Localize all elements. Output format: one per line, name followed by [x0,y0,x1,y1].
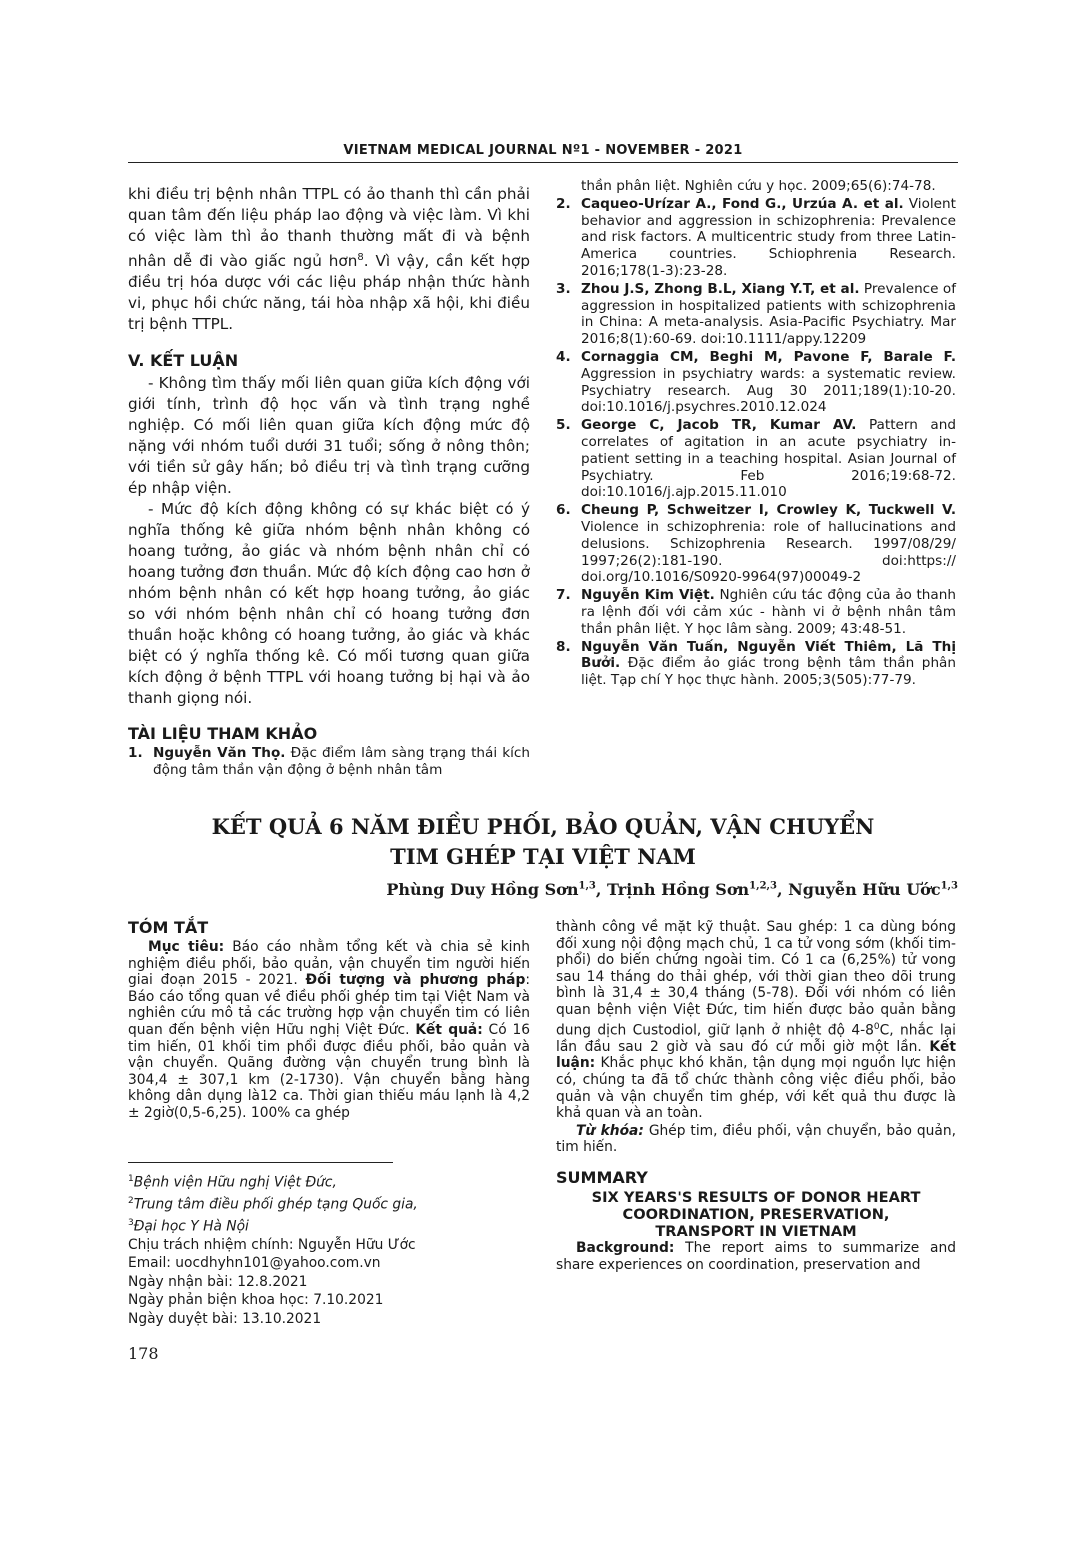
reference-item [556,502,956,586]
corresponding-author: Chịu trách nhiệm chính: Nguyễn Hữu Ước [128,1237,416,1253]
affiliation-2 [128,1192,530,1214]
keywords-text: Ghép tim, điều phối, vận chuyển, bảo quản, tim hiến. [556,1122,956,1156]
affiliation-sup: 2 [128,1196,134,1206]
abstract-text: C, nhắc lại lần đầu sau 2 giờ và sau đó cứ mỗi giờ một lần. [556,1022,956,1055]
conclusion-heading: V. KẾT LUẬN [128,351,239,371]
left-column-bottom [128,918,530,1122]
reference-text: Đặc điểm ảo giác trong bệnh tâm thần phân liệt. Tạp chí Y học thực hành. 2005;3(505):77-79. [581,655,956,689]
body-paragraph [128,184,530,335]
reference-text: Aggression in psychiatry wards: a systematic review. Psychiatry research. Aug 30 2011;189(1):10-20. doi:10.1016/j.psychres.2010.12.024 [581,365,956,416]
author-name: Nguyễn Hữu Ước [788,880,941,899]
author-affiliation-sup: 1,3 [578,880,596,892]
reference-continuation [556,178,956,195]
author-line [386,880,958,899]
reference-item [128,745,530,779]
author-name: Phùng Duy Hồng Sơn [386,880,579,899]
right-column-bottom [556,919,956,1273]
affiliation-text: Trung tâm điều phối ghép tạng Quốc gia, [133,1196,418,1213]
degree-sup: 0 [873,1021,880,1032]
background-label: Background: [576,1239,675,1256]
reference-authors: Caqueo-Urízar A., Fond G., Urzúa A. et al. [581,195,904,212]
left-column-top [128,184,530,780]
references-heading: TÀI LIỆU THAM KHẢO [128,724,318,744]
conclusion-label: Kết luận: [556,1038,956,1072]
reference-item [556,196,956,280]
received-date: Ngày nhận bài: 12.8.2021 [128,1273,308,1290]
background-text: The report aims to summarize and share experiences on coordination, preservation and [556,1239,956,1273]
reference-item [556,281,956,348]
summary-title-line: COORDINATION, PRESERVATION, [622,1205,890,1223]
footnotes [128,1170,530,1328]
author-separator: , [595,880,608,899]
reference-authors: Nguyễn Kim Việt. [581,587,715,604]
email: Email: uocdhyhn101@yahoo.com.vn [128,1255,381,1272]
reference-text: Prevalence of aggression in hospitalized patients with schizophrenia in China: A meta-analysis. Asia-Pacific Psychiatry. Mar 2016;8(1):60-69. doi:10.1111/appy.12209 [581,280,956,348]
reference-number: 1. [128,745,143,762]
author-affiliation-sup: 1,3 [940,880,958,892]
summary-title-line: SIX YEARS'S RESULTS OF DONOR HEART [591,1188,921,1206]
reference-text: thần phân liệt. Nghiên cứu y học. 2009;65(6):74-78. [581,178,936,194]
reference-text: Violence in schizophrenia: role of hallucinations and delusions. Schizophrenia Research. 1997/08/29/ 1997;26(2):181-190. doi:https:// doi.org/10.1016/S0920-9964(97)00049-2 [581,518,956,586]
reference-authors: Cheung P, Schweitzer I, Crowley K, Tuckwell V. [581,502,956,519]
reference-authors: Nguyễn Văn Thọ. [153,745,286,762]
right-column-top [556,178,956,690]
header-rule [128,162,958,163]
methods-label: Đối tượng và phương pháp [305,972,526,989]
reference-text: Nghiên cứu tác động của ảo thanh ra lệnh đối với cảm xúc - hành vi ở bệnh nhân tâm thần phân liệt. Y học lâm sàng. 2009; 43:48-51. [581,587,956,637]
reference-number: 3. [556,280,571,297]
objective-label: Mục tiêu: [148,939,225,955]
affiliation-3 [128,1214,530,1236]
abstract-text: thành công về mặt kỹ thuật. Sau ghép: 1 ca dùng bóng đối xung nội động mạch chủ, 1 ca tử vong sớm (khối tim-phổi) do biến chứng ngoài tim. Có 1 ca (6,25%) tử vong sau 14 tháng do thải ghép, với thời gian theo dõi trung bình là 31,4 ± 30,4 tháng (5-78). Đối với nhóm có liên quan bệnh viện Việt Đức, tim hiến được bảo quản bằng dung dịch Custodiol, giữ lạnh ở nhiệt độ 4-8 [556,919,956,1039]
conclusion-text: Khắc phục khó khăn, tận dụng mọi nguồn lực hiện có, chúng ta đã tổ chức thành công việc điều phối, bảo quản và vận chuyển tim ghép, với kết quả thu được là khả quan và an toàn. [556,1055,956,1122]
reference-number: 8. [556,638,571,655]
footnote-rule [128,1162,393,1163]
reference-text: Đặc điểm lâm sàng trạng thái kích động tâm thần vận động ở bệnh nhân tâm [153,745,530,778]
summary-title-line: TRANSPORT IN VIETNAM [655,1222,857,1240]
affiliation-text: Bệnh viện Hữu nghị Việt Đức, [133,1174,337,1191]
abstract-paragraph [128,939,530,1122]
article-title-line: KẾT QUẢ 6 NĂM ĐIỀU PHỐI, BẢO QUẢN, VẬN CHUYỂN [211,814,875,839]
author-name: Trịnh Hồng Sơn [607,880,750,899]
affiliation-1 [128,1170,530,1192]
reviewed-date: Ngày phản biện khoa học: 7.10.2021 [128,1292,384,1309]
reference-number: 7. [556,587,571,604]
reference-item [556,349,956,416]
reference-number: 4. [556,348,571,365]
reference-number: 6. [556,502,571,519]
paragraph-tail: . Vì vậy, cần kết hợp điều trị hóa dược với các liệu pháp nhận thức hành vi, phục hồi chức năng, tái hòa nhập xã hội, khi điều trị bệnh TTPL. [128,252,530,334]
results-label: Kết quả: [415,1021,483,1038]
summary-background [556,1240,956,1273]
journal-header: VIETNAM MEDICAL JOURNAL Nº1 - NOVEMBER - 2021 [343,143,743,158]
results-text: Có 16 tim hiến, 01 khối tim phổi được điều phối, bảo quản và vận chuyển. Quãng đường vận chuyển trung bình là 304,4 ± 307,1 km (2-1730). Vận chuyển bằng hàng không dân dụng là12 ca. Thời gian thiếu máu lạnh là 4,2 ± 2giờ(0,5-6,25). 100% ca ghép [128,1021,530,1121]
abstract-heading: TÓM TẮT [128,918,209,937]
keywords-label: Từ khóa: [576,1122,644,1139]
page-number: 178 [128,1344,159,1363]
objective-text: Báo cáo nhằm tổng kết và chia sẻ kinh nghiệm điều phối, bảo quản, vận chuyển tim người hiến giai đoạn 2015 - 2021. [128,939,530,989]
reference-text: Violent behavior and aggression in schizophrenia: Prevalence and risk factors. A multicentric study from three Latin-America countries. Schiophrenia Research. 2016;178(1-3):23-28. [581,195,956,279]
conclusion-paragraph-2: - Mức độ kích động không có sự khác biệt có ý nghĩa thống kê giữa nhóm bệnh nhân không có hoang tưởng, ảo giác và nhóm bệnh nhân chỉ có hoang tưởng đơn thuần. Mức độ kích động cao hơn ở nhóm bệnh nhân có kết hợp hoang tưởng, ảo giác so với nhóm bệnh nhân chỉ có hoang tưởng đơn thuần hoặc không có hoang tưởng, ảo giác và khác biệt có ý nghĩa thống kê. Có mối tương quan giữa kích động ở bệnh TTPL với hoang tưởng bị hại và ảo thanh giọng nói. [128,500,530,708]
reference-item [556,587,956,637]
paragraph-text: khi điều trị bệnh nhân TTPL có ảo thanh thì cần phải quan tâm đến liệu pháp lao động và việc làm. Vì khi có việc làm thì ảo thanh thường mất đi và bệnh nhân dễ đi vào giấc ngủ hơn [128,185,530,271]
reference-authors: Nguyễn Văn Tuấn, Nguyễn Viết Thiêm, Lã Thị Bưởi. [581,638,956,672]
reference-item [556,639,956,689]
methods-text: : Báo cáo tổng quan về điều phối ghép tim tại Việt Nam và nghiên cứu mô tả các trường hợp vận chuyển tim có liên quan đến bệnh viện Hữu nghị Việt Đức. [128,972,531,1038]
article-title-line: TIM GHÉP TẠI VIỆT NAM [390,844,696,869]
reference-authors: George C, Jacob TR, Kumar AV. [581,417,857,434]
reference-list [556,196,956,689]
conclusion-paragraph-1: - Không tìm thấy mối liên quan giữa kích động với giới tính, trình độ học vấn và tình trạng nghề nghiệp. Có mối liên quan giữa kích động mức độ nặng với nhóm tuổi dưới 31 tuổi; sống ở nông thôn; với tiền sử gây hấn; bỏ điều trị và tình trạng cưỡng ép nhập viện. [128,374,530,498]
reference-authors: Cornaggia CM, Beghi M, Pavone F, Barale F. [581,348,956,365]
author-separator: , [777,880,789,899]
author-affiliation-sup: 1,2,3 [749,880,777,892]
affiliation-text: Đại học Y Hà Nội [133,1218,249,1235]
citation-sup: 8 [357,252,364,263]
article-title [128,812,958,872]
reference-authors: Zhou J.S, Zhong B.L, Xiang Y.T, et al. [581,280,860,297]
keywords [556,1123,956,1156]
accepted-date: Ngày duyệt bài: 13.10.2021 [128,1310,322,1327]
reference-number: 5. [556,417,571,434]
affiliation-sup: 3 [128,1218,134,1228]
reference-number: 2. [556,195,571,212]
summary-heading: SUMMARY [556,1167,648,1187]
abstract-continuation [556,919,956,1122]
reference-text: Pattern and correlates of agitation in an acute psychiatry in-patient setting in a teaching hospital. Asian Journal of Psychiatry. Feb 2016;19:68-72. doi:10.1016/j.ajp.2015.11.010 [581,417,956,501]
affiliation-sup: 1 [128,1174,134,1184]
reference-item [556,417,956,501]
